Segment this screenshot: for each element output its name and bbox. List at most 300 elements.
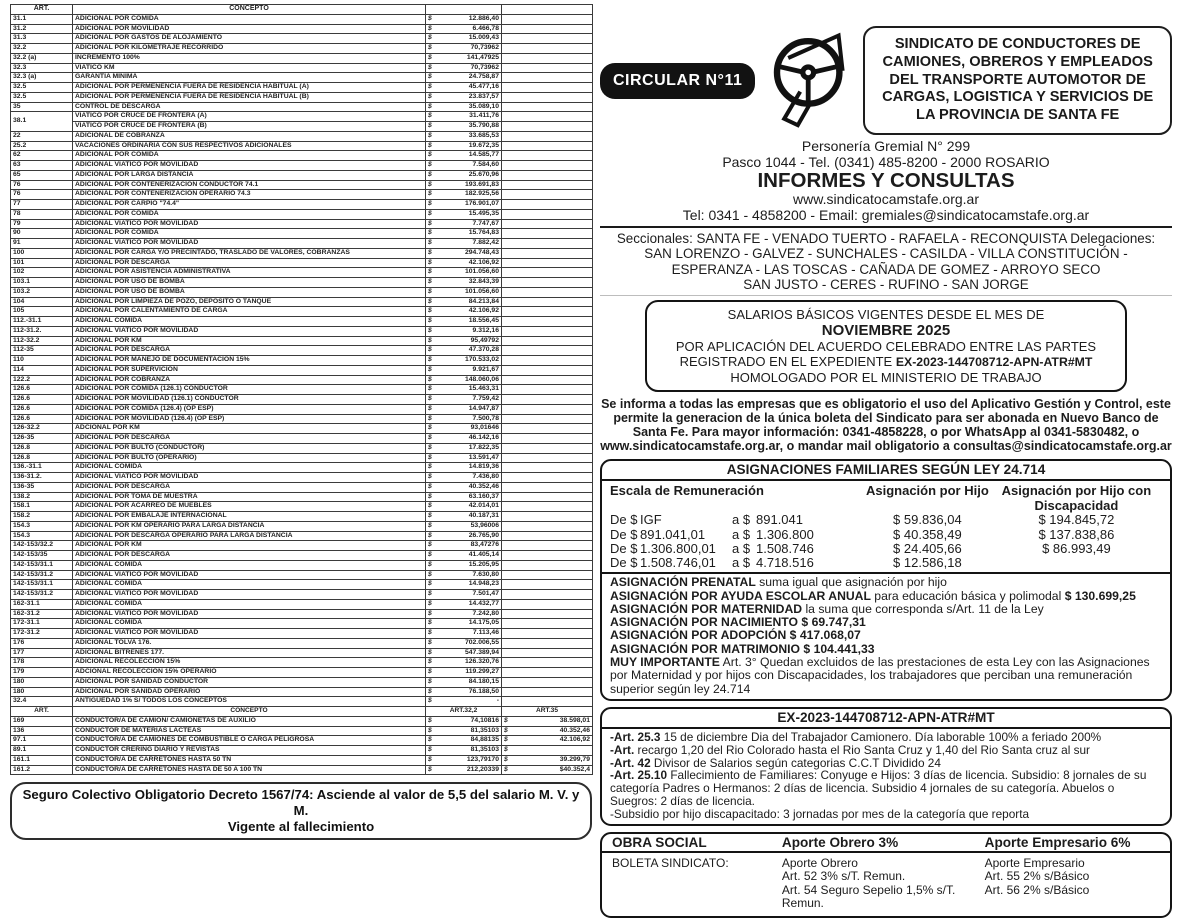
table-row bbox=[11, 268, 593, 278]
amount: 40.352,46 bbox=[559, 726, 590, 734]
value-cell bbox=[426, 414, 502, 424]
asignaciones-box bbox=[600, 459, 1172, 700]
art-cell: 126.6 bbox=[11, 404, 73, 414]
art-cell: 162-31.2 bbox=[11, 609, 73, 619]
amount: 14.947,87 bbox=[468, 404, 499, 412]
art-cell: 78 bbox=[11, 209, 73, 219]
blank-cell bbox=[502, 326, 593, 336]
value-cell bbox=[426, 122, 502, 132]
amount: 170.533,02 bbox=[464, 356, 499, 363]
value-cell bbox=[426, 434, 502, 444]
amount: 14.585,77 bbox=[468, 151, 499, 159]
currency-symbol: $ bbox=[504, 765, 508, 773]
concepto-cell: ADICIONAL POR BULTO (CONDUCTOR) bbox=[73, 443, 426, 453]
amount: 35.790,88 bbox=[468, 122, 499, 129]
value-cell bbox=[426, 356, 502, 366]
hijo-amount: $ 40.358,49 bbox=[893, 526, 962, 542]
concepto-cell: ADCIONAL POR KM bbox=[73, 424, 426, 434]
blank-cell bbox=[502, 482, 593, 492]
value-cell bbox=[426, 726, 502, 736]
concepto-cell: ADICIONAL VIATICO POR MOVILIDAD bbox=[73, 326, 426, 336]
amount: 42.014,01 bbox=[468, 502, 499, 510]
col-header-concepto: CONCEPTO bbox=[73, 5, 426, 15]
currency-symbol: $ bbox=[428, 502, 432, 510]
art-cell: 142-153/31.1 bbox=[11, 580, 73, 590]
escala-from: 1.306.800,01 bbox=[640, 540, 716, 556]
seguro-line-2: Vigente al fallecimiento bbox=[227, 819, 375, 835]
concepto-cell: ADICIONAL COMIDA bbox=[73, 560, 426, 570]
seccionales-line: SAN LORENZO - GALVEZ - SUNCHALES - CASILDA - VILLA CONSTITUCIÓN - bbox=[644, 246, 1128, 262]
aporte-line: Art. 52 3% s/T. Remun. bbox=[781, 869, 906, 883]
art-cell: 136-31.2. bbox=[11, 473, 73, 483]
value-cell bbox=[426, 53, 502, 63]
art-cell: 179 bbox=[11, 668, 73, 678]
currency-symbol: $ bbox=[428, 512, 432, 519]
salarios-line-3: POR APLICACIÓN DEL ACUERDO CELEBRADO ENTRE LAS PARTES bbox=[675, 338, 1097, 354]
table-row bbox=[11, 170, 593, 180]
amount: 39.299,79 bbox=[559, 755, 590, 763]
amount: 53,96006 bbox=[470, 521, 499, 529]
table-row bbox=[11, 453, 593, 463]
blank-cell bbox=[502, 287, 593, 297]
col-header-art: ART. bbox=[11, 5, 73, 15]
value-cell bbox=[426, 141, 502, 151]
currency-symbol: $ bbox=[428, 141, 432, 149]
art-cell: 62 bbox=[11, 151, 73, 161]
salarios-line-5: HOMOLOGADO POR EL MINISTERIO DE TRABAJO bbox=[730, 369, 1042, 385]
table-row bbox=[11, 63, 593, 73]
art-cell: 154.3 bbox=[11, 521, 73, 531]
table-row bbox=[11, 746, 593, 756]
seguro-line-1: Seguro Colectivo Obligatorio Decreto 1567/74: Asciende al valor de 5,5 del salario M. V. y M. bbox=[22, 787, 580, 819]
a-label: a $ bbox=[732, 526, 751, 542]
table-row bbox=[11, 141, 593, 151]
asignacion-text: la suma que corresponda s/Art. 11 de la Ley bbox=[802, 601, 1044, 616]
amount: 7.630,80 bbox=[472, 570, 499, 578]
blank-cell bbox=[502, 560, 593, 570]
amount: 212,20339 bbox=[466, 765, 499, 773]
concepto-cell: ADICIONAL POR DESCARGA bbox=[73, 434, 426, 444]
expediente-code: EX-2023-144708712-APN-ATR#MT bbox=[895, 354, 1093, 369]
art-cell: 126-32.2 bbox=[11, 424, 73, 434]
concepto-cell: ADICIONAL POR SUPERVICION bbox=[73, 365, 426, 375]
concepto-cell: ADICIONAL POR PERMENENCIA FUERA DE RESIDENCIA HABITUAL (B) bbox=[73, 92, 426, 102]
value-cell bbox=[426, 375, 502, 385]
value-cell bbox=[426, 73, 502, 83]
amount: 41.405,14 bbox=[468, 551, 499, 558]
value-cell bbox=[426, 14, 502, 24]
amount: 18.556,45 bbox=[468, 317, 499, 324]
blank-cell bbox=[502, 336, 593, 346]
concepto-cell: CONDUCTOR/A DE CARRETONES HASTA DE 50 A 100 TN bbox=[73, 765, 426, 775]
blank-cell bbox=[502, 658, 593, 668]
amount: 7.436,80 bbox=[472, 473, 499, 480]
amount: 42.106,92 bbox=[468, 307, 499, 315]
amount: 7.882,42 bbox=[472, 239, 499, 246]
concepto-cell: ADICIONAL POR EMBALAJE INTERNACIONAL bbox=[73, 512, 426, 522]
a-label: a $ bbox=[732, 540, 751, 556]
table-row bbox=[11, 726, 593, 736]
amount: 83,47276 bbox=[470, 541, 499, 549]
currency-symbol: $ bbox=[428, 336, 432, 344]
table-row bbox=[11, 34, 593, 44]
asig-col-hijo: Asignación por Hijo bbox=[865, 483, 989, 499]
value-cell bbox=[426, 580, 502, 590]
table-row bbox=[11, 317, 593, 327]
table-row bbox=[11, 239, 593, 249]
blank-cell bbox=[502, 53, 593, 63]
blank-cell bbox=[502, 638, 593, 648]
currency-symbol: $ bbox=[428, 463, 432, 471]
blank-cell bbox=[502, 443, 593, 453]
table-row bbox=[11, 151, 593, 161]
website-text: www.sindicatocamstafe.org.ar bbox=[793, 191, 979, 207]
art-cell: 169 bbox=[11, 716, 73, 726]
concepto-cell: ADICIONAL POR CONTENERIZACION CONDUCTOR 74.1 bbox=[73, 180, 426, 190]
escala-from: IGF bbox=[640, 512, 662, 528]
hijo-amount: $ 59.836,04 bbox=[893, 512, 962, 528]
table-row bbox=[11, 443, 593, 453]
currency-symbol: $ bbox=[428, 726, 432, 734]
currency-symbol: $ bbox=[428, 482, 432, 490]
art-cell: 178 bbox=[11, 658, 73, 668]
blank-cell bbox=[502, 453, 593, 463]
value-cell bbox=[426, 551, 502, 561]
concepto-cell: ADICIONAL VIATICO POR MOVILIDAD bbox=[73, 629, 426, 639]
blank-cell bbox=[502, 629, 593, 639]
blank-cell bbox=[502, 521, 593, 531]
expediente-line bbox=[610, 808, 1162, 821]
blank-cell bbox=[502, 365, 593, 375]
currency-symbol: $ bbox=[428, 755, 432, 763]
asignacion-line bbox=[610, 576, 1162, 589]
value-cell bbox=[426, 736, 502, 746]
table-row bbox=[11, 375, 593, 385]
concepto-cell: ADICIONAL POR DESCARGA bbox=[73, 551, 426, 561]
currency-symbol: $ bbox=[428, 560, 432, 568]
table-row bbox=[11, 356, 593, 366]
currency-symbol: $ bbox=[428, 248, 432, 256]
obra-social-header bbox=[602, 834, 1170, 853]
amount: 84.213,84 bbox=[468, 297, 499, 305]
expediente-box bbox=[600, 707, 1172, 826]
escala-to: 1.306.800 bbox=[756, 526, 814, 542]
asignacion-label: ASIGNACIÓN PRENATAL bbox=[610, 575, 756, 590]
art-cell: 138.2 bbox=[11, 492, 73, 502]
blank-cell bbox=[502, 73, 593, 83]
currency-symbol: $ bbox=[428, 619, 432, 627]
value-cell bbox=[426, 638, 502, 648]
divider-light bbox=[600, 295, 1172, 296]
art-cell: 32.3 (a) bbox=[11, 73, 73, 83]
asignacion-amount: $ 69.747,31 bbox=[801, 615, 866, 630]
amount: 15.009,43 bbox=[468, 34, 499, 42]
currency-symbol: $ bbox=[428, 297, 432, 305]
art-cell: 104 bbox=[11, 297, 73, 307]
art-cell: 136.-31.1 bbox=[11, 463, 73, 473]
subheader-cell: ART.32,2 bbox=[426, 707, 502, 717]
value-cell bbox=[426, 482, 502, 492]
currency-symbol: $ bbox=[428, 365, 432, 373]
blank-cell bbox=[502, 297, 593, 307]
currency-symbol: $ bbox=[428, 599, 432, 607]
currency-symbol: $ bbox=[428, 200, 432, 207]
amount: 14.819,36 bbox=[468, 463, 499, 471]
asignacion-line bbox=[610, 629, 1162, 642]
table-row bbox=[11, 14, 593, 24]
blank-cell bbox=[502, 278, 593, 288]
value-cell bbox=[426, 492, 502, 502]
concepto-cell: VIATICO POR CRUCE DE FRONTERA (B) bbox=[73, 122, 426, 132]
art-cell: 142-153/31.1 bbox=[11, 560, 73, 570]
art-cell: 31.2 bbox=[11, 24, 73, 34]
escala-cell bbox=[610, 542, 864, 556]
table-row bbox=[11, 677, 593, 687]
value-cell bbox=[426, 170, 502, 180]
currency-symbol: $ bbox=[428, 609, 432, 617]
blank-cell bbox=[502, 151, 593, 161]
blank-cell bbox=[502, 619, 593, 629]
personeria-line: Personería Gremial N° 299 bbox=[801, 138, 971, 154]
currency-symbol: $ bbox=[428, 541, 432, 549]
value-cell bbox=[426, 521, 502, 531]
concepto-cell: CONDUCTOR/A DE CAMION/ CAMIONETAS DE AUXILIO bbox=[73, 716, 426, 726]
amount: 294.748,43 bbox=[464, 248, 499, 256]
value-cell bbox=[426, 531, 502, 541]
currency-symbol: $ bbox=[428, 190, 432, 198]
currency-symbol: $ bbox=[428, 209, 432, 217]
table-row bbox=[11, 541, 593, 551]
blank-cell bbox=[502, 677, 593, 687]
aporte-line: Aporte Empresario bbox=[984, 855, 1085, 870]
value-cell bbox=[426, 83, 502, 93]
value-cell bbox=[426, 268, 502, 278]
art-cell: 142-153/31.2 bbox=[11, 590, 73, 600]
table-row bbox=[11, 521, 593, 531]
table-row bbox=[11, 307, 593, 317]
table-row bbox=[11, 395, 593, 405]
art-cell: 112-35 bbox=[11, 346, 73, 356]
blank-cell bbox=[502, 551, 593, 561]
value-cell bbox=[426, 44, 502, 54]
article-text: -Subsidio por hijo discapacitado: 3 jornadas por mes de la categoría que reporta bbox=[610, 806, 1030, 821]
table-row bbox=[11, 512, 593, 522]
concepto-cell: ADICIONAL POR MANEJO DE DOCUMENTACION 15% bbox=[73, 356, 426, 366]
amount: 38.598,01 bbox=[559, 716, 590, 724]
blank-cell bbox=[502, 307, 593, 317]
art-cell: 90 bbox=[11, 229, 73, 239]
discapacidad-amount: $ 194.845,72 bbox=[1038, 512, 1115, 528]
asignaciones-rows bbox=[602, 513, 1170, 570]
concepto-cell: ADICIONAL POR DESCARGA bbox=[73, 482, 426, 492]
table-row bbox=[11, 53, 593, 63]
amount: 13.591,47 bbox=[468, 453, 499, 461]
table-row bbox=[11, 24, 593, 34]
concepto-cell: ADICIONAL POR COMIDA bbox=[73, 151, 426, 161]
value-cell bbox=[426, 287, 502, 297]
concepto-cell: CONDUCTOR DE MATERIAS LACTEAS bbox=[73, 726, 426, 736]
art-cell: 77 bbox=[11, 200, 73, 210]
currency-symbol: $ bbox=[428, 638, 432, 646]
concepto-cell: ADICIONAL POR MOVILIDAD (126.4) (OP ESP) bbox=[73, 414, 426, 424]
article-text: recargo 1,20 del Rio Colorado hasta el Rio Santa Cruz y 1,40 del Rio Santa cruz al sur bbox=[634, 742, 1090, 757]
art-cell: 31.3 bbox=[11, 34, 73, 44]
art-cell: 126.6 bbox=[11, 385, 73, 395]
amount: 17.822,35 bbox=[468, 443, 499, 451]
table-row bbox=[11, 336, 593, 346]
currency-symbol: $ bbox=[428, 395, 432, 402]
art-cell: 126-35 bbox=[11, 434, 73, 444]
asignacion-amount: $ 104.441,33 bbox=[803, 641, 875, 656]
art-cell: 126.6 bbox=[11, 414, 73, 424]
blank-cell bbox=[502, 102, 593, 112]
currency-symbol: $ bbox=[428, 326, 432, 334]
concepto-cell: CONDUCTOR/A DE CARRETONES HASTA 50 TN bbox=[73, 755, 426, 765]
concepto-cell: ADICIONAL POR KM OPERARIO PARA LARGA DISTANCIA bbox=[73, 521, 426, 531]
amount: 33.685,53 bbox=[468, 131, 499, 139]
value-cell bbox=[502, 736, 593, 746]
a-label: a $ bbox=[732, 512, 751, 528]
article-ref: -Art. 25.10 bbox=[610, 768, 668, 783]
currency-symbol: $ bbox=[428, 385, 432, 393]
concepto-cell: ADICIONAL POR CARGA Y/O PRECINTADO, TRASLADO DE VALORES, COBRANZAS bbox=[73, 248, 426, 258]
currency-symbol: $ bbox=[428, 317, 432, 324]
amount: 182.925,56 bbox=[464, 190, 499, 198]
concepto-cell: ADICIONAL POR COMIDA (126.4) (OP ESP) bbox=[73, 404, 426, 414]
art-cell: 180 bbox=[11, 677, 73, 687]
concepto-cell: ADICIONAL POR ACARREO DE MUEBLES bbox=[73, 502, 426, 512]
table-row bbox=[11, 326, 593, 336]
currency-symbol: $ bbox=[428, 687, 432, 695]
art-cell: 100 bbox=[11, 248, 73, 258]
value-cell bbox=[426, 502, 502, 512]
concepto-cell: CONDUCTOR CRERING DIARIO Y REVISTAS bbox=[73, 746, 426, 756]
seguro-colectivo-box bbox=[10, 782, 592, 840]
currency-symbol: $ bbox=[504, 755, 508, 763]
art-cell: 38.1 bbox=[11, 112, 73, 132]
discapacidad-amount: $ 86.993,49 bbox=[1042, 540, 1111, 556]
table-row bbox=[11, 502, 593, 512]
value-cell bbox=[426, 326, 502, 336]
art-cell: 32.2 bbox=[11, 44, 73, 54]
concepto-cell: CONTROL DE DESCARGA bbox=[73, 102, 426, 112]
amount: 547.389,94 bbox=[464, 648, 499, 656]
currency-symbol: $ bbox=[428, 161, 432, 168]
value-cell bbox=[426, 239, 502, 249]
concepto-cell: VIATICO KM bbox=[73, 63, 426, 73]
art-cell: 176 bbox=[11, 638, 73, 648]
asignacion-label: ASIGNACIÓN POR ADOPCIÓN bbox=[610, 628, 787, 643]
value-cell bbox=[502, 755, 593, 765]
value-cell bbox=[426, 590, 502, 600]
amount: - bbox=[496, 697, 499, 705]
currency-symbol: $ bbox=[428, 24, 432, 32]
value-cell bbox=[426, 424, 502, 434]
concepto-cell: ADICIONAL POR LIMPIEZA DE POZO, DEPOSITO O TANQUE bbox=[73, 297, 426, 307]
amount: 23.837,57 bbox=[468, 92, 499, 100]
amount: 24.758,87 bbox=[468, 73, 499, 81]
seccionales-block bbox=[600, 231, 1172, 293]
table-row bbox=[11, 190, 593, 200]
value-cell bbox=[426, 453, 502, 463]
value-cell bbox=[426, 102, 502, 112]
currency-symbol: $ bbox=[428, 590, 432, 597]
value-cell bbox=[426, 346, 502, 356]
concepto-cell: GARANTIA MINIMA bbox=[73, 73, 426, 83]
blank-cell bbox=[502, 385, 593, 395]
asignaciones-row bbox=[602, 542, 1170, 556]
obra-social-box bbox=[600, 832, 1172, 918]
currency-symbol: $ bbox=[428, 473, 432, 480]
blank-cell bbox=[502, 404, 593, 414]
concepto-cell: ADICIONAL TOLVA 176. bbox=[73, 638, 426, 648]
concepto-cell: ADCIONAL RECOLECCION 15% OPERARIO bbox=[73, 668, 426, 678]
value-cell bbox=[426, 609, 502, 619]
tel-email-line: Tel: 0341 - 4858200 - Email: gremiales@sindicatocamstafe.org.ar bbox=[682, 206, 1090, 223]
concepto-cell: ANTIGÜEDAD 1% S/ TODOS LOS CONCEPTOS bbox=[73, 697, 426, 707]
value-cell bbox=[426, 473, 502, 483]
art-cell: 97.1 bbox=[11, 736, 73, 746]
value-cell bbox=[426, 63, 502, 73]
value-cell bbox=[426, 385, 502, 395]
address-line: Pasco 1044 - Tel. (0341) 485-8200 - 2000 ROSARIO bbox=[722, 153, 1050, 170]
blank-cell bbox=[502, 44, 593, 54]
asignaciones-row bbox=[602, 556, 1170, 570]
art-cell: 112-32.2 bbox=[11, 336, 73, 346]
art-cell: 142-153/32.2 bbox=[11, 541, 73, 551]
currency-symbol: $ bbox=[428, 278, 432, 285]
art-cell: 32.2 (a) bbox=[11, 53, 73, 63]
seccionales-line: Seccionales: SANTA FE - VENADO TUERTO - RAFAELA - RECONQUISTA Delegaciones: bbox=[616, 231, 1156, 246]
table-row bbox=[11, 570, 593, 580]
concepto-cell: ADICIONAL POR KILOMETRAJE RECORRIDO bbox=[73, 44, 426, 54]
concepto-cell: ADICIONAL COMIDA bbox=[73, 317, 426, 327]
article-text: Divisor de Salarios según categorias C.C.T Dividido 24 bbox=[650, 755, 941, 770]
table-row bbox=[11, 531, 593, 541]
amount: 19.672,35 bbox=[468, 141, 499, 149]
muy-importante-text: Art. 3° Quedan excluidos de las prestaciones de esta Ley con las Asignaciones por Maternidad y por hijos con Discapacidades, los trabajadores que perciban una remuneración superior según ley 24.714 bbox=[610, 655, 1150, 696]
value-cell bbox=[502, 726, 593, 736]
table-row bbox=[11, 258, 593, 268]
concepto-cell: ADICIONAL POR SANIDAD OPERARIO bbox=[73, 687, 426, 697]
currency-symbol: $ bbox=[428, 648, 432, 656]
blank-cell bbox=[502, 180, 593, 190]
blank-cell bbox=[502, 131, 593, 141]
blank-cell bbox=[502, 375, 593, 385]
amount: 40.187,31 bbox=[468, 512, 499, 519]
currency-symbol: $ bbox=[428, 434, 432, 441]
aporte-empresario-lines bbox=[985, 857, 1160, 911]
table-row bbox=[11, 180, 593, 190]
table-row bbox=[11, 219, 593, 229]
currency-symbol: $ bbox=[428, 131, 432, 139]
blank-cell bbox=[502, 63, 593, 73]
table-row bbox=[11, 736, 593, 746]
amount: 14.432,77 bbox=[468, 599, 499, 607]
value-cell bbox=[426, 765, 502, 775]
blank-cell bbox=[502, 24, 593, 34]
concepto-cell: VACACIONES ORDINARIA CON SUS RESPECTIVOS ADICIONALES bbox=[73, 141, 426, 151]
amount: 32.843,39 bbox=[468, 278, 499, 285]
amount: 81,35103 bbox=[470, 726, 499, 734]
amount: 119.299,27 bbox=[465, 668, 499, 675]
amount: 74,10816 bbox=[470, 716, 499, 724]
amount: 76.188,50 bbox=[468, 687, 499, 695]
value-cell bbox=[426, 629, 502, 639]
currency-symbol: $ bbox=[428, 44, 432, 51]
de-label: De $ bbox=[610, 512, 638, 528]
concepto-cell: ADICIONAL VIATICO POR MOVILIDAD bbox=[73, 161, 426, 171]
